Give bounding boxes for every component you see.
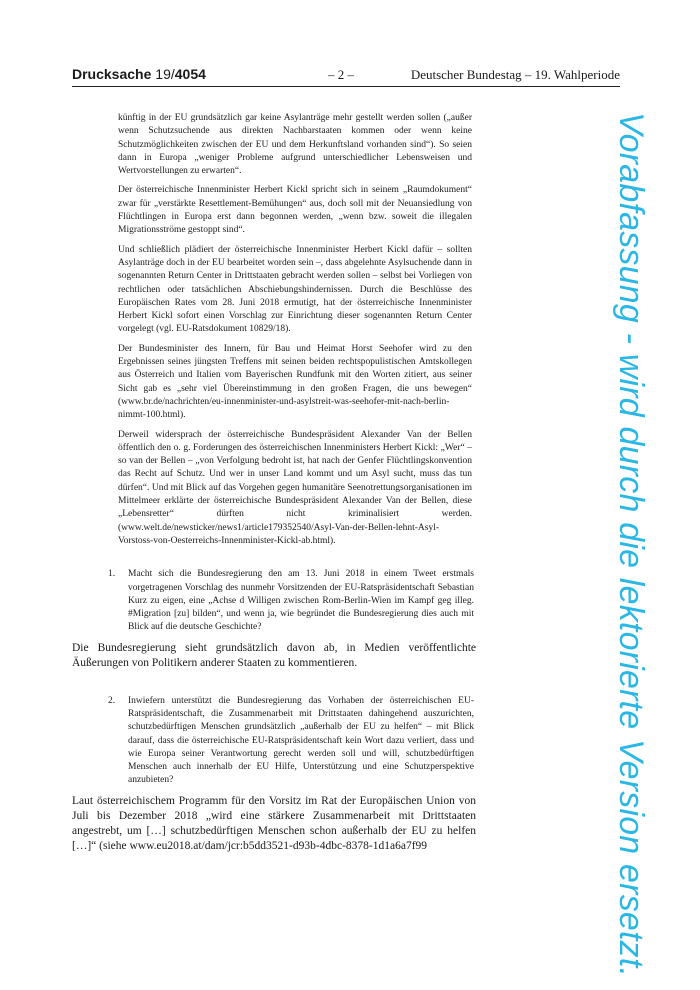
watermark-text: Vorabfassung - wird durch die lektorierte Version ersetzt. bbox=[612, 112, 650, 978]
paragraph: Der österreichische Innenminister Herbert Kickl spricht sich in seinem „Raumdokument“ zwar für „verstärkte Resettlement-Bemühungen“ aus, doch soll mit der Neuansiedlung von Flüchtlingen in Europa erst dann begonnen werden, „wenn bzw. soweit die illegalen Migrationsströme gestoppt sind“. bbox=[118, 185, 472, 236]
question-number: 1. bbox=[108, 569, 116, 580]
paragraph: Der Bundesminister des Innern, für Bau und Heimat Horst Seehofer wird zu den Ergebnissen seines jüngsten Treffens mit seinen beiden rechtspopulistischen Amtskollegen aus Österreich und Italien vom Bayerischen Rundfunk mit den Worten zitiert, aus seiner Sicht gab es „sehr viel Übereinstimmung in den großen Fragen, die uns bewegen“ (www.br.de/nachrichten/eu-innenminister-und-asylstreit-was-seehofer-mit-nach-berlin-nimmt-100.html). bbox=[118, 343, 472, 421]
document-body bbox=[72, 112, 476, 860]
question-1 bbox=[108, 568, 474, 634]
preamble bbox=[118, 112, 472, 548]
answer-1: Die Bundesregierung sieht grundsätzlich davon ab, in Medien veröffentlichte Äußerungen von Politikern anderer Staaten zu kommentieren. bbox=[72, 641, 476, 669]
drucksache-number: 4054 bbox=[174, 66, 206, 82]
drucksache-label: Drucksache bbox=[72, 66, 152, 82]
question-text: Macht sich die Bundesregierung den am 13. Juni 2018 in einem Tweet erstmals vorgetragenen Vorschlag des nunmehr Vorsitzenden der EU-Ratspräsidentschaft Sebastian Kurz zu eigen, eine „Achse d Willigen zwischen Rom-Berlin-Wien im Kampf geg illeg. #Migration [zu] bilden“, und wenn ja, wie begründet die Bundesregierung dies auch mit Blick auf die deutsche Geschichte? bbox=[128, 569, 474, 633]
page-number: – 2 – bbox=[328, 67, 354, 82]
paragraph: Und schließlich plädiert der österreichische Innenminister Herbert Kickl dafür – sollten Asylanträge doch in der EU bearbeitet worden sein –, dass abgelehnte Asylsuchende dann in sogenannten Return Center in Drittstaaten gebracht werden sollen – selbst bei Vorliegen von rechtlichen oder tatsächlichen Abschiebungshindernissen. Durch die Beschlüsse des Europäischen Rates vom 28. Juni 2018 ermutigt, hat der österreichische Innenminister Herbert Kickl sofort einen Vorschlag zur Einrichtung dieser sogenannten Return Center vorgelegt (vgl. EU-Ratsdokument 10829/18). bbox=[118, 244, 472, 335]
question-number: 2. bbox=[108, 695, 116, 706]
draft-watermark bbox=[610, 112, 690, 978]
paragraph: künftig in der EU grundsätzlich gar keine Asylanträge mehr gestellt werden sollen („außer wenn Schutzsuchende aus direkten Nachbarstaaten kommen oder wenn keine Schutzmöglichkeiten zwischen der EU und dem Herkunftsland vorhanden sind“). So seien dann in Europa „weniger Probleme aufgrund unterschiedlicher Lebensweisen und Wertvorstellungen zu erwarten“. bbox=[118, 113, 472, 177]
drucksache-number-prefix: 19/ bbox=[155, 66, 175, 82]
institution-period: Deutscher Bundestag – 19. Wahlperiode bbox=[410, 67, 620, 82]
question-2 bbox=[108, 695, 474, 788]
answer-2: Laut österreichischem Programm für den Vorsitz im Rat der Europäischen Union von Juli bis Dezember 2018 „wird eine stärkere Zusammenarbeit mit Drittstaaten angestrebt, um […] schutzbedürftigen Menschen schon außerhalb der EU zu helfen […]“ (siehe www.eu2018.at/dam/jcr:b5dd3521-d93b-4dbc-8378-1d1a6a7f99 bbox=[72, 794, 476, 852]
drucksache-id bbox=[72, 66, 206, 82]
page-header bbox=[72, 66, 620, 87]
paragraph: Derweil widersprach der österreichische Bundespräsident Alexander Van der Bellen öffentlich den o. g. Forderungen des österreichischen Innenministers Herbert Kickl: „Wer“ – so van der Bellen – „von Verfolgung bedroht ist, hat nach der Genfer Flüchtlingskonvention das Recht auf Schutz. Und wer in unser Land kommt und um Asyl sucht, muss das tun dürfen“. Und mit Blick auf das Vorgehen gegen humanitäre Seenotrettungsorganisationen im Mittelmeer erklärte der österreichische Bundespräsident Alexander Van der Bellen, diese „Lebensretter“ dürften nicht kriminalisiert werden. (www.welt.de/newsticker/news1/article179352540/Asyl-Van-der-Bellen-lehnt-Asyl-Vorstoss-von-Oesterreichs-Innenminister-Kickl-ab.html). bbox=[118, 429, 472, 546]
question-text: Inwiefern unterstützt die Bundesregierung das Vorhaben der österreichischen EU-Ratspräsidentschaft, die Zusammenarbeit mit Drittstaaten dahingehend auszurichten, schutzbedürftigen Menschen grundsätzlich „außerhalb der EU zu helfen“ – mit Blick darauf, dass die österreichische EU-Ratspräsidentschaft kein Wort dazu verliert, dass und wie Europa seiner Verantwortung gerecht werden soll und will, schutzbedürftigen Menschen auch innerhalb der EU Hilfe, Unterstützung und eine Schutzperspektive anzubieten? bbox=[128, 695, 474, 786]
